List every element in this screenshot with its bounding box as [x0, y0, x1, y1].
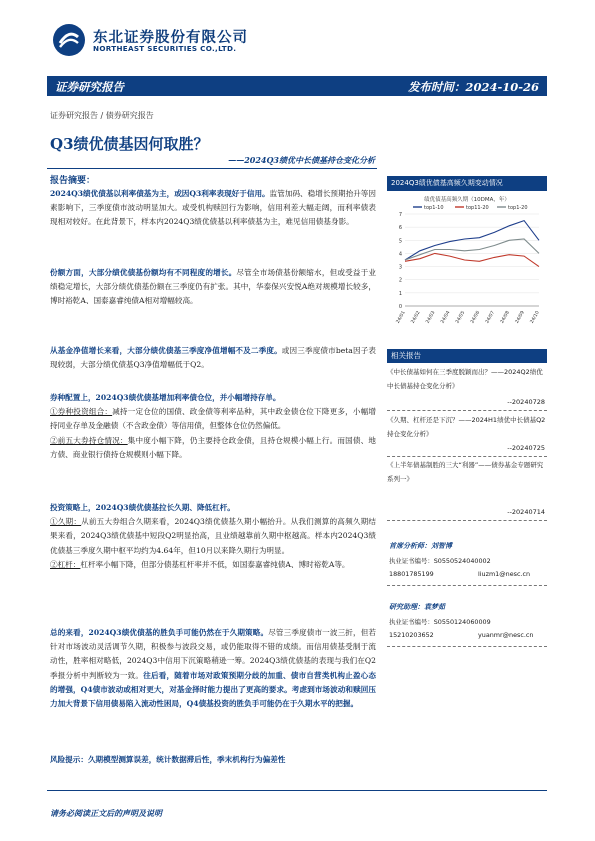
p4-item1-label: ①券种投资组合：: [50, 407, 113, 417]
footer-rule: [47, 790, 547, 791]
x-tick-label: 24/06: [470, 310, 482, 325]
title-rule: [47, 168, 377, 169]
chief-analyst-name: 首席分析师：刘智博: [389, 542, 452, 550]
report-type: 证券研究报告: [55, 80, 124, 94]
y-tick-label: 4: [398, 251, 402, 258]
risk-text: 久期模型测算误差，统计数据滞后性，季末机构行为偏差性: [87, 755, 286, 764]
divider: [387, 520, 547, 521]
p6-outlook: 往后看，随着市场对政策预期分歧的加重、债市自营类机构止盈心态的增强，Q4债市波动或相对更大，对基金择时能力提出了更高的要求。考虑到市场波动和赎回压力加大背景下信用债易陷入流动性困局，Q4债基投资的胜负手可能仍在于久期水平的把握。: [50, 670, 377, 709]
y-tick-label: 6: [398, 225, 402, 232]
paragraph-4: [50, 391, 376, 462]
x-tick-label: 24/02: [410, 310, 422, 325]
report-header-bar: [47, 76, 547, 96]
page-title: Q3绩优债基因何取胜？: [50, 135, 209, 153]
p4-item2-label: ②前五大券持仓情况：: [50, 435, 128, 445]
x-tick-label: 24/05: [455, 310, 467, 325]
page-subtitle: ——2024Q3绩优中长债基持仓变化分析: [228, 155, 375, 165]
research-assistant-cert: 执业证书编号：S0550124060009: [389, 618, 491, 626]
duration-line-chart: [387, 192, 547, 332]
related-reports-title: 相关报告: [391, 351, 421, 360]
chart-panel-header: [387, 176, 547, 191]
paragraph-3: [50, 344, 376, 372]
company-logo-icon: [52, 23, 86, 57]
legend-label-top11-20: top11-20: [466, 205, 489, 211]
legend-label-top1-20: top1-20: [508, 205, 528, 211]
chief-analyst-phone: 18801785199: [389, 570, 434, 578]
p2-lead: 份额方面，大部分绩优债基份额均有不同程度的增长。: [50, 268, 237, 277]
research-assistant-email[interactable]: yuanmr@nesc.cn: [478, 631, 534, 639]
chart-title: 绩优债基高频久期（10DMA，年）: [424, 197, 510, 203]
p6-lead: 总的来看，2024Q3绩优债基的胜负手可能仍然在于久期策略。: [50, 628, 269, 637]
p4-item1: 减持一定仓位的国债、政金债等利率品种，其中政金债仓位下降更多，小幅增持同业存单及金融债（不含政金债）等信用债，但整体仓位仍然偏低。: [50, 407, 377, 431]
chart-panel-title: 2024Q3绩优债基高频久期变动情况: [391, 179, 503, 187]
paragraph-6: [50, 626, 376, 711]
breadcrumb: 证券研究报告 / 债券研究报告: [50, 111, 154, 120]
y-tick-label: 7: [398, 212, 402, 218]
y-tick-label: 1: [398, 290, 402, 297]
publish-date: 发布时间：2024-10-26: [407, 80, 539, 94]
x-tick-label: 24/01: [395, 310, 407, 325]
x-tick-label: 24/09: [514, 310, 526, 325]
divider: [387, 585, 547, 586]
x-tick-label: 24/07: [485, 310, 497, 325]
p3-lead: 从基金净值增长来看，大部分绩优债基三季度净值增幅不及二季度。: [50, 346, 282, 355]
x-tick-label: 24/04: [440, 310, 452, 325]
chief-analyst-email[interactable]: liuzm1@nesc.cn: [478, 570, 531, 578]
risk-warning: [50, 753, 376, 767]
research-assistant-name: 研究助理：袁梦茹: [389, 603, 445, 611]
y-tick-label: 3: [398, 264, 402, 271]
paragraph-1: [50, 187, 376, 230]
paragraph-5: [50, 501, 376, 572]
y-tick-label: 0: [398, 304, 402, 310]
company-name-cn: 东北证券股份有限公司: [93, 30, 248, 46]
related-report-1[interactable]: 《中长债基如何在三季度脱颖而出？——2024Q2绩优中长债基持仓变化分析》: [387, 368, 543, 390]
x-tick-label: 24/03: [425, 310, 437, 325]
research-assistant-phone: 15210203652: [389, 631, 434, 639]
p4-lead: 券种配置上，2024Q3绩优债基增加利率债仓位，并小幅增持存单。: [50, 393, 281, 402]
divider: [387, 410, 547, 411]
p1-text: 监管加码、稳增长预期抬升等因素影响下，三季度债市波动明显加大。或受机构赎回行为影响，信用利差大幅走阔，而利率债表现相对较好。在此背景下，样本内2024Q3绩优债基以利率债基为主，难见信用债基身影。: [50, 189, 376, 227]
related-reports-header: [387, 349, 547, 363]
series-line-top11-20: [405, 253, 539, 266]
company-name-en: NORTHEAST SECURITIES CO.,LTD.: [93, 44, 237, 53]
p5-item1-label: ①久期：: [50, 517, 82, 527]
p1-lead: 2024Q3绩优债基以利率债基为主，或因Q3利率表现好于信用。: [50, 189, 270, 198]
summary-heading: 报告摘要：: [50, 176, 96, 186]
related-report-1-date: --20240728: [507, 398, 545, 406]
divider: [387, 456, 547, 457]
p5-lead: 投资策略上，2024Q3绩优债基拉长久期、降低杠杆。: [50, 503, 235, 512]
x-tick-label: 24/10: [529, 310, 541, 325]
legend-label-top1-10: top1-10: [424, 205, 444, 211]
related-report-2-date: --20240725: [507, 444, 545, 452]
risk-label: 风险提示：: [50, 755, 88, 764]
chief-analyst-cert: 执业证书编号：S0550524040002: [389, 557, 491, 565]
y-tick-label: 5: [398, 238, 402, 245]
divider: [387, 646, 547, 647]
p5-item1: 从前五大券组合久期来看，2024Q3绩优债基久期小幅抬升。从我们测算的高频久期结果来看，2024Q3绩优债基中短段Q2明显抬高，且业绩越靠前久期中枢越高。样本内2024Q3绩优债基三季度久期中枢平均约为4.64年，但10月以来降久期行为明显。: [50, 517, 376, 555]
related-report-3-date: --20240714: [507, 508, 545, 516]
x-tick-label: 24/08: [499, 310, 511, 325]
footer-disclaimer[interactable]: 请务必阅读正文后的声明及说明: [50, 808, 162, 818]
p3-text: 或因三季度债市beta因子表现较弱，大部分绩优债基Q3净值增幅低于Q2。: [50, 346, 376, 370]
p2-text: 尽管全市场债基份额缩水，但或受益于业绩稳定增长，大部分绩优债基份额在三季度仍有扩张。其中，华泰保兴安悦A绝对规模增长较多，博时裕乾A、国泰嘉睿纯债A相对增幅较高。: [50, 268, 377, 306]
p6-text: 尽管三季度债市一波三折，但若针对市场波动灵活调节久期，积极参与波段交易，或仍能取得不错的成绩。而信用债基受制于流动性，胜率相对略低，2024Q3中信用下沉策略稍逊一筹。2024Q3绩优债基的表现与我们在Q2季报分析中判断较为一致。: [50, 628, 377, 680]
p5-item2: 杠杆率小幅下降，但部分债基杠杆率并不低，如国泰嘉睿纯债A、博时裕乾A等。: [80, 559, 350, 569]
paragraph-2: [50, 266, 376, 309]
y-tick-label: 2: [398, 277, 402, 284]
related-report-3[interactable]: 《上半年债基制胜的三大“利器”——债券基金专题研究系列一》: [387, 461, 544, 483]
related-report-2[interactable]: 《久期、杠杆还是下沉？——2024H1绩优中长债基Q2持仓变化分析》: [387, 416, 546, 438]
p5-item2-label: ②杠杆：: [50, 559, 81, 569]
p4-item2: 集中度小幅下降，仍主要持仓政金债，且持仓规模小幅上行。而国债、地方债、商业银行债持仓规模则小幅下降。: [50, 435, 377, 459]
